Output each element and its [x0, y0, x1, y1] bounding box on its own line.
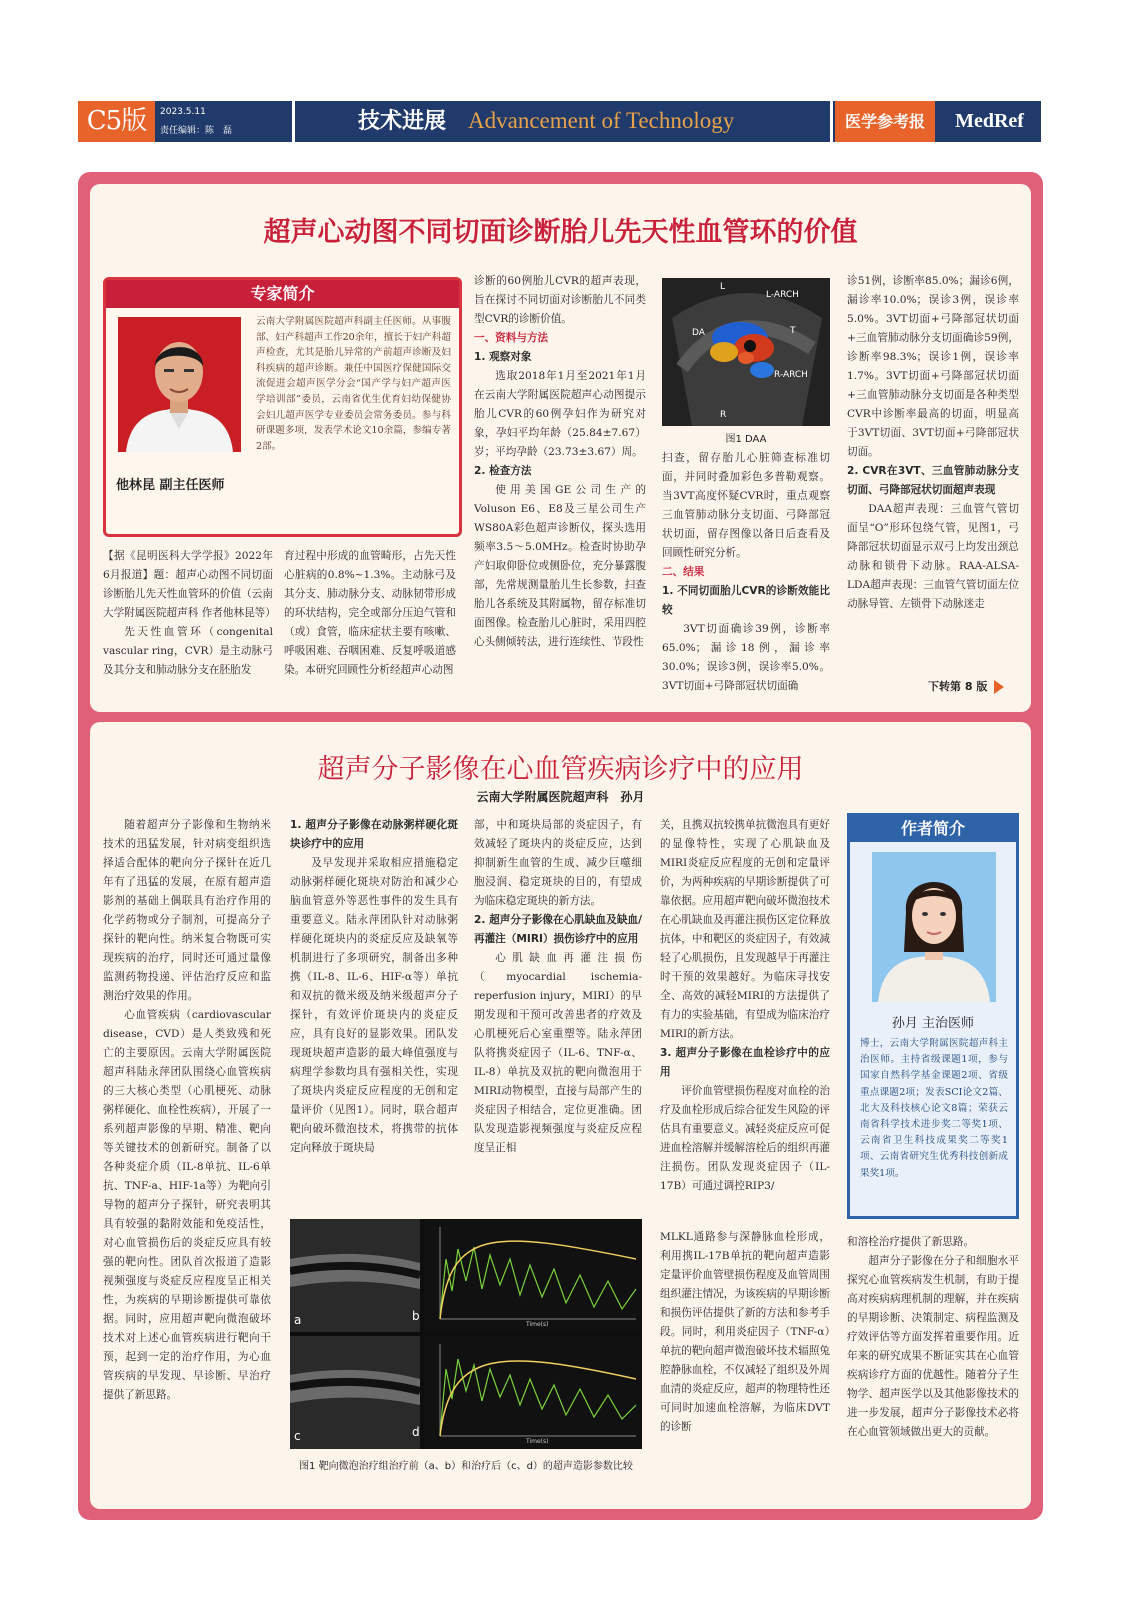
author-bio: 博士，云南大学附属医院超声科主治医师。主持省级课题1项，参与国家自然科学基金课题2项、省级重点课题2项；发表SCI论文2篇、北大及科技核心论文8篇；荣获云南省科学技术进步奖二等奖1项、云南省卫生科技成果奖二等奖1项、云南省研究生优秀科技创新成果奖1项。 — [860, 1038, 1008, 1179]
panel-label: b — [412, 1309, 420, 1323]
header-divider — [292, 101, 295, 142]
subheading: 二、结果 — [662, 566, 705, 578]
paragraph: 和溶栓治疗提供了新思路。 — [847, 1236, 975, 1248]
paragraph: 扫查，留存胎儿心脏筛查标准切面，并同时叠加彩色多普勒观察。当3VT高度怀疑CVR时，重点观察三血管肺动脉分支切面、弓降部冠状切面，留存图像以备日后查看及回顾性研究分析。 — [662, 452, 830, 559]
article1-column — [103, 547, 276, 680]
paper-name: 医学参考报 — [835, 101, 935, 142]
article2-column — [474, 816, 642, 1158]
fig-label: R — [720, 410, 727, 420]
expert-profile-box — [103, 277, 462, 537]
expert-profile-heading: 专家简介 — [106, 280, 459, 308]
paragraph: 超声分子影像在分子和细胞水平探究心血管疾病发生机制，有助于提高对疾病病理机制的理解，并在疾病的早期诊断、决策制定、病程监测及疗效评估等方面发挥着重要作用。近年来的研究成果不断证实其在心血管疾病诊疗方面的优越性。随着分子生物学、超声医学以及其他影像技术的进一步发展，超声分子影像技术必将在心血管领域做出更大的贡献。 — [847, 1255, 1019, 1438]
editor-credit: 责任编辑：陈 磊 — [160, 126, 233, 136]
article1-column — [847, 272, 1019, 614]
panel-label: c — [294, 1429, 301, 1443]
paragraph: 及早发现并采取相应措施稳定动脉粥样硬化斑块对防治和减少心脑血管意外等恶性事件的发生具有重要意义。陆永萍团队针对动脉粥样硬化斑块内的炎症反应及缺氧等机制进行了多项研究，制备出多种携（IL-8、IL-6、HIF-α等）单抗和双抗的微米级及纳米级超声分子探针，有效评价斑块内的炎症反应，具有良好的显影效果。团队发现斑块超声造影的最大峰值强度与病理学参数均具有强相关性，实现了斑块内炎症反应程度的无创和定量评价（见图1）。同时，联合超声靶向破坏微泡技术，将携带的抗体定向释放于斑块局 — [290, 857, 458, 1154]
continued-note: 下转第 8 版 — [928, 680, 988, 693]
paragraph: 先天性血管环（congenital vascular ring，CVR）是主动脉弓及其分支和肺动脉分支在胚胎发 — [103, 626, 273, 676]
expert-bio: 云南大学附属医院超声科副主任医师。从事腹部、妇产科超声工作20余年，擅长于妇产科超声检查，尤其是胎儿异常的产前超声诊断及妇科疾病的超声诊断。兼任中国医疗保健国际交流促进会超声医学分会“国产学与妇产超声医学培训部”委员，云南省优生优育妇幼保健协会妇儿超声医学专业委员会常务委员。参与科研课题多项，发表学术论文10余篇，参编专著2部。 — [256, 316, 451, 452]
author-photo — [872, 852, 996, 1002]
paragraph: 心血管疾病（cardiovascular disease，CVD）是人类致残和死亡的主要原因。云南大学附属医院超声科陆永萍团队围绕心血管疾病的三大核心类型（心肌梗死、动脉粥样硬化、血栓性疾病），开展了一系列超声影像的早期、精准、靶向等关键技术的创新研究。制备了以各种炎症介质（IL-8单抗、IL-6单抗、TNF-a、HIF-1a等）为靶向引导物的超声分子探针，研究表明其具有较强的黏附效能和免疫活性，对心血管损伤后的炎症反应具有较强的靶向性。团队首次报道了造影视频强度与炎症反应程度呈正相关性，为疾病的早期诊断提供可靠依据。同时，应用超声靶向微泡破坏技术对上述心血管疾病进行靶向干预，起到一定的治疗作用，为心血管疾病的早发现、早诊断、早治疗提供了新思路。 — [103, 1009, 271, 1401]
subheading: 一、资料与方法 — [474, 332, 549, 344]
paragraph: 【据《昆明医科大学学报》2022年6月报道】题：超声心动图不同切面诊断胎儿先天性血管环的价值（云南大学附属医院超声科 作者他林昆等） — [103, 550, 276, 619]
article2-column — [290, 816, 458, 1158]
paragraph: 心肌缺血再灌注损伤（myocardial ischemia-reperfusion injury，MIRI）的早期发现和干预可改善患者的疗效及心肌梗死后心室重塑等。陆永萍团队将携炎症因子（IL-6、TNF-α、IL-8）单抗及双抗的靶向微泡用于MIRI动物模型，直接与局部产生的炎症因子相结合，定位更准确。团队发现造影视频强度与炎症反应程度呈正相 — [474, 952, 642, 1154]
paper-name-en: MedRef — [955, 110, 1024, 132]
paragraph: 3VT切面确诊39例，诊断率65.0%；漏诊18例，漏诊率30.0%；误诊3例，误诊率5.0%。3VT切面+弓降部冠状切面确 — [662, 623, 830, 692]
panel-label: a — [294, 1313, 302, 1327]
article1-column — [662, 449, 830, 696]
issue-date: 2023.5.11 — [160, 107, 206, 117]
paragraph: MLKL通路参与深静脉血栓形成，利用携IL-17B单抗的靶向超声造影定量评价血管壁损伤程度及血管周围组织灌注情况，为该疾病的早期诊断和损伤评估提供了新的方法和参考手段。同时，利用炎症因子（TNF-α）单抗的靶向超声微泡破坏技术辐照兔腔静脉血栓，不仅减轻了组织及外周血清的炎症反应，超声的物理特性还可同时加速血栓溶解，为临床DVT的诊断 — [660, 1231, 830, 1433]
article2-column — [660, 1228, 830, 1437]
article2-column — [660, 816, 830, 1196]
axis-label: Time(s) — [526, 1321, 549, 1328]
subheading: 2. 超声分子影像在心肌缺血及缺血/再灌注（MIRI）损伤诊疗中的应用 — [474, 914, 642, 945]
subheading: 1. 不同切面胎儿CVR的诊断效能比较 — [662, 585, 830, 616]
figure-caption: 图1 靶向微泡治疗组治疗前（a、b）和治疗后（c、d）的超声造影参数比较 — [299, 1461, 633, 1472]
subheading: 2. 检查方法 — [474, 465, 532, 477]
article1-column — [474, 272, 646, 652]
article2-byline: 云南大学附属医院超声科 孙月 — [476, 790, 645, 804]
fig-label: T — [790, 326, 796, 336]
fig-label: L — [720, 282, 726, 292]
author-name: 孙月 主治医师 — [891, 1016, 975, 1031]
paragraph: 部，中和斑块局部的炎症因子，有效减轻了斑块内的炎症反应，达到抑制新生血管的生成、减少巨噬细胞浸润、稳定斑块的目的，有望成为临床稳定斑块的新方法。 — [474, 819, 642, 907]
edition-badge: C5版 — [78, 101, 155, 142]
subheading: 1. 观察对象 — [474, 351, 532, 363]
fig-label: DA — [692, 328, 705, 338]
expert-name: 他林昆 副主任医师 — [116, 478, 225, 493]
paragraph: 育过程中形成的血管畸形，占先天性心脏病的0.8%~1.3%。主动脉弓及其分支、肺动脉分支、动脉韧带形成的环状结构，完全或部分压迫气管和（或）食管，临床症状主要有咳嗽、呼吸困难、吞咽困难、反复呼吸道感染。本研究回顾性分析经超声心动图 — [284, 550, 456, 676]
paragraph: 随着超声分子影像和生物纳米技术的迅猛发展，针对病变组织选择适合配体的靶向分子探针在近几年有了迅猛的发展，在原有超声造影剂的基础上偶联具有治疗作用的化学药物或分子制剂，可提高分子探针的靶向性。纳米复合物既可实现疾病的治疗，同时还可通过量像监测药物投递、评估治疗反应和监测治疗效果的作用。 — [103, 819, 271, 1002]
paragraph: 使用美国GE公司生产的Voluson E6、E8及三星公司生产WS80A彩色超声诊断仪，探头选用频率3.5～5.0MHz。检查时协助孕产妇取仰卧位或侧卧位，充分暴露腹部，先常规测量胎儿生长参数，扫查胎儿各系统及其附属物，留存标准切面图像。检查胎儿心脏时，采用四腔心头侧倾转法，进行连续性、节段性 — [474, 484, 646, 648]
axis-label: Time(s) — [526, 1438, 549, 1445]
subheading: 3. 超声分子影像在血栓诊疗中的应用 — [660, 1047, 830, 1078]
subheading: 2. CVR在3VT、三血管肺动脉分支切面、弓降部冠状切面超声表现 — [847, 465, 1019, 496]
paragraph: 诊断的60例胎儿CVR的超声表现，旨在探讨不同切面对诊断胎儿不同类型CVR的诊断价值。 — [474, 275, 646, 325]
contrast-ultrasound-figure — [290, 1219, 642, 1449]
fig-label: R-ARCH — [774, 370, 808, 380]
article2-title: 超声分子影像在心血管疾病诊疗中的应用 — [317, 754, 804, 785]
article2-column — [103, 816, 271, 1405]
expert-photo — [118, 317, 241, 452]
paragraph: 选取2018年1月至2021年1月在云南大学附属医院超声心动图提示胎儿CVR的60例孕妇作为研究对象，孕妇平均年龄（25.84±7.67）岁；平均孕龄（23.73±3.67）周。 — [474, 370, 646, 458]
paragraph: 关，且携双抗较携单抗微泡具有更好的显像特性，实现了心肌缺血及MIRI炎症反应程度的无创和定量评价，为两种疾病的早期诊断提供了可靠依据。应用超声靶向破坏微泡技术在心肌缺血及再灌注损伤区定位释放抗体，中和靶区的炎症因子，有效减轻了心肌损伤，且发现越早于再灌注时干预的效果越好。为临床寻找安全、高效的减轻MIRI的方法提供了有力的实验基础，有望成为临床治疗MIRI的新方法。 — [660, 819, 830, 1040]
section-title-en: Advancement of Technology — [468, 108, 735, 133]
header-divider — [830, 101, 833, 142]
article2-column — [847, 1233, 1019, 1442]
continue-arrow-icon — [994, 680, 1004, 694]
article1-title: 超声心动图不同切面诊断胎儿先天性血管环的价值 — [263, 217, 858, 248]
figure-caption: 图1 DAA — [725, 434, 767, 445]
paragraph: 诊51例，诊断率85.0%；漏诊6例，漏诊率10.0%；误诊3例，误诊率5.0%。3VT切面+弓降部冠状切面+三血管肺动脉分支切面确诊59例，诊断率98.3%；误诊1例，误诊率1.7%。3VT切面+弓降部冠状切面+三血管肺动脉分支切面是各种类型CVR中诊断率最高的切面，明显高于3VT切面、3VT切面+弓降部冠状切面。 — [847, 275, 1019, 458]
paragraph: 评价血管壁损伤程度对血栓的治疗及血栓形成后综合征发生风险的评估具有重要意义。减轻炎症反应可促进血栓溶解并缓解溶栓后的组织再灌注损伤。团队发现炎症因子（IL-17B）可通过调控RIP3/ — [660, 1085, 830, 1192]
paragraph: DAA超声表现：三血管气管切面呈“O”形环包绕气管，见图1，弓降部冠状切面显示双弓上均发出颈总动脉和锁骨下动脉。RAA-ALSA-LDA超声表现：三血管气管切面左位动脉导管、左锁骨下动脉迷走 — [847, 503, 1019, 610]
author-profile-heading: 作者简介 — [850, 816, 1016, 842]
fig-label: L-ARCH — [766, 290, 799, 300]
subheading: 1. 超声分子影像在动脉粥样硬化斑块诊疗中的应用 — [290, 819, 458, 850]
panel-label: d — [412, 1425, 420, 1439]
section-title: 技术进展 — [358, 108, 447, 134]
article1-column — [284, 547, 456, 680]
page-header — [78, 101, 1041, 142]
daa-ultrasound-image — [662, 278, 830, 426]
author-profile-box — [847, 813, 1019, 1219]
